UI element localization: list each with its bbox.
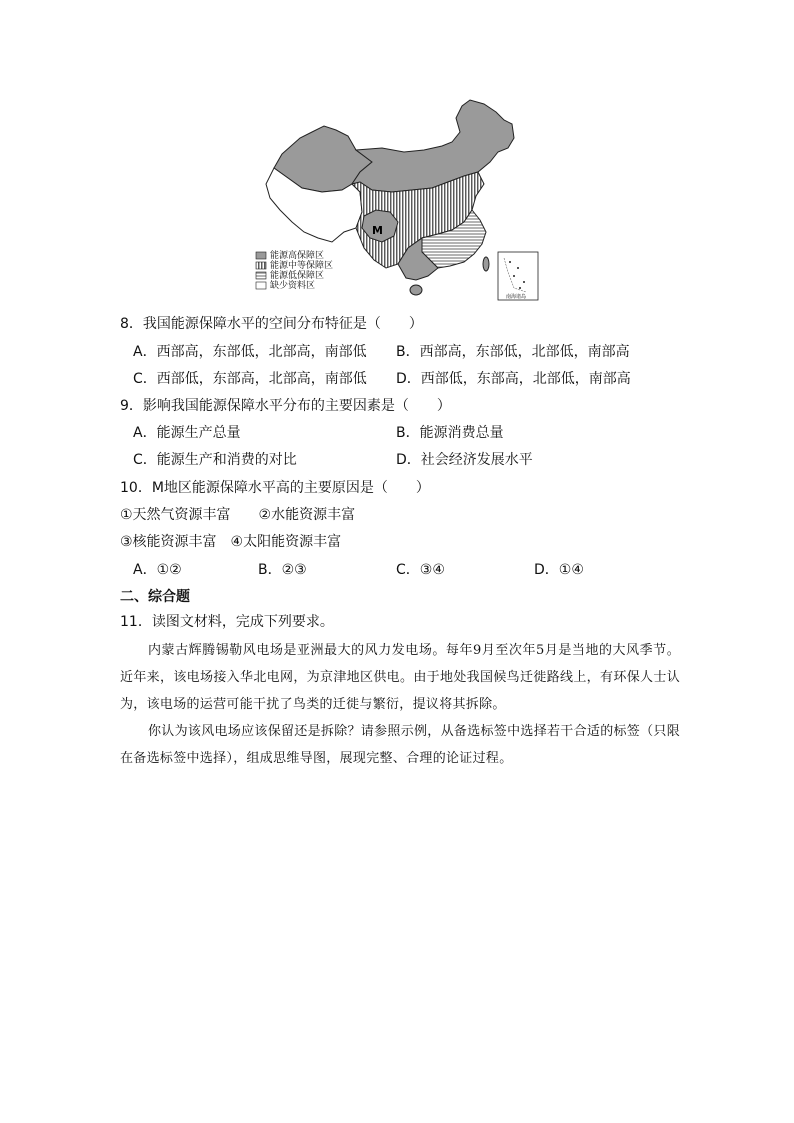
legend-low: 能源低保障区 xyxy=(270,271,325,281)
q9-option-d[interactable]: D．社会经济发展水平 xyxy=(396,452,533,468)
question-8-stem: 8．我国能源保障水平的空间分布特征是（ ） xyxy=(120,316,423,332)
q10-option-c[interactable]: C．③④ xyxy=(396,562,445,578)
question-11-stem: 11．读图文材料，完成下列要求。 xyxy=(120,614,334,630)
q9-option-b[interactable]: B．能源消费总量 xyxy=(396,425,504,441)
q11-material-paragraph: 内蒙古辉腾锡勒风电场是亚洲最大的风力发电场。每年9月至次年5月是当地的大风季节。近年来，该电场接入华北电网，为京津地区供电。由于地处我国候鸟迁徙路线上，有环保人士认为，该电场的运营可能干扰了鸟类的迁徙与繁衍，提议将其拆除。 xyxy=(120,643,680,712)
legend-missing: 缺少资料区 xyxy=(270,281,316,291)
taiwan-island xyxy=(483,257,489,271)
q9-option-a[interactable]: A．能源生产总量 xyxy=(133,425,241,441)
q10-option-d[interactable]: D．①④ xyxy=(534,562,584,578)
q10-option-a[interactable]: A．①② xyxy=(133,562,182,578)
map-svg xyxy=(252,92,542,304)
map-marker-m: M xyxy=(372,224,383,237)
q11-task-paragraph: 你认为该风电场应该保留还是拆除？请参照示例，从备选标签中选择若干合适的标签（只限在备选标签中选择），组成思维导图，展现完整、合理的论证过程。 xyxy=(120,724,681,766)
q8-option-d[interactable]: D．西部低，东部高，北部低，南部高 xyxy=(396,371,631,387)
south-china-sea-inset xyxy=(498,252,538,300)
region-north-central xyxy=(352,100,514,192)
q10-statements-1: ①天然气资源丰富 ②水能资源丰富 xyxy=(120,507,356,523)
map-legend xyxy=(256,249,333,291)
q10-statements-2: ③核能资源丰富 ④太阳能资源丰富 xyxy=(120,534,342,550)
inset-caption: 南海诸岛 xyxy=(506,294,527,300)
question-10-stem: 10．M地区能源保障水平高的主要原因是（ ） xyxy=(120,480,430,496)
legend-high: 能源高保障区 xyxy=(270,251,325,261)
question-9-stem: 9．影响我国能源保障水平分布的主要因素是（ ） xyxy=(120,398,451,414)
legend-medium: 能源中等保障区 xyxy=(270,261,334,271)
q9-option-c[interactable]: C．能源生产和消费的对比 xyxy=(133,452,297,468)
section-title: 二、综合题 xyxy=(120,589,190,605)
hainan-island xyxy=(410,285,422,295)
q10-option-b[interactable]: B．②③ xyxy=(258,562,307,578)
q8-option-a[interactable]: A．西部高，东部低，北部高，南部低 xyxy=(133,344,367,360)
q8-option-b[interactable]: B．西部高，东部低，北部低，南部高 xyxy=(396,344,630,360)
china-energy-map xyxy=(252,92,542,304)
q8-option-c[interactable]: C．西部低，东部高，北部高，南部低 xyxy=(133,371,367,387)
